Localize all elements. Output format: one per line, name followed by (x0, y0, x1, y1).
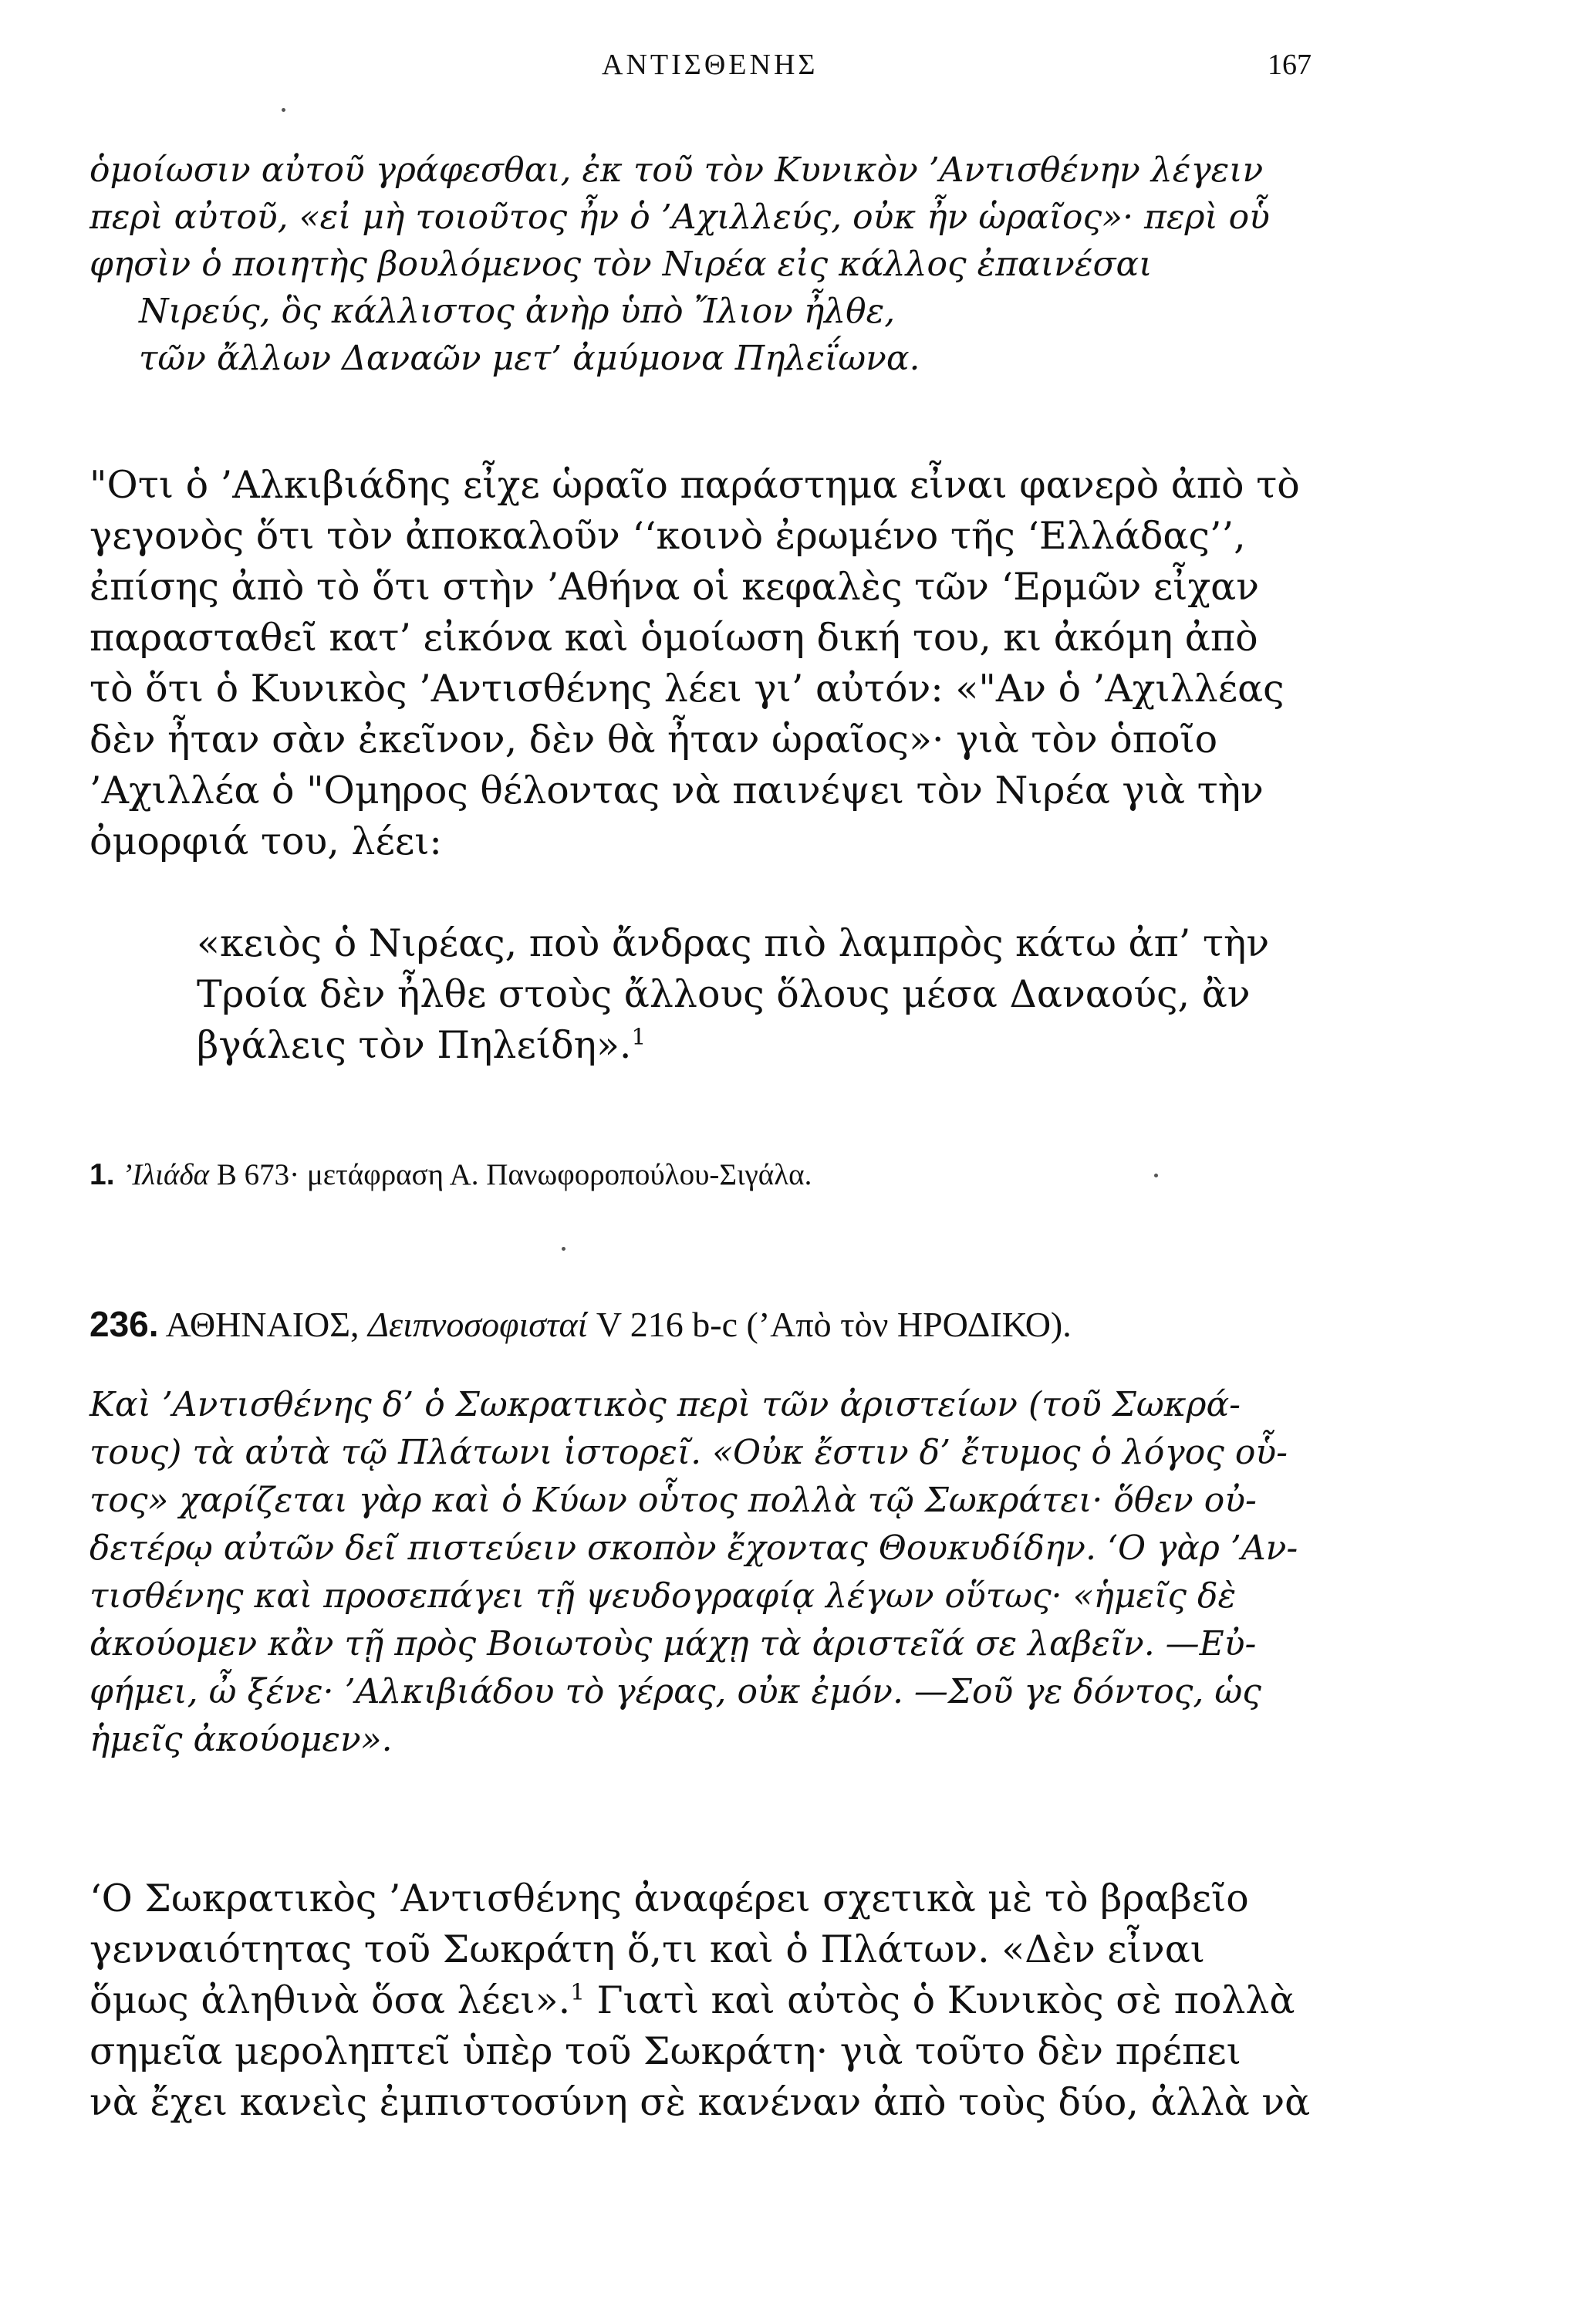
text-line: τισθένης καὶ προσεπάγει τῇ ψευδογραφίᾳ λέγων οὕτως· «ἡμεῖς δὲ (89, 1576, 1237, 1616)
text-line: ὀμορφιά του, λέει: (89, 819, 442, 863)
print-speck (1154, 1174, 1158, 1177)
section-author: ΑΘΗΝΑΙΟΣ, (165, 1305, 360, 1344)
text-line: φησὶν ὁ ποιητὴς βουλόμενος τὸν Νιρέα εἰς κάλλος ἐπαινέσαι (89, 245, 1153, 284)
greek-fragment (89, 1381, 1339, 1764)
text-line: ἡμεῖς ἀκούομεν». (89, 1720, 393, 1759)
footnote (89, 1156, 1339, 1194)
verse-line: τῶν ἄλλων Δαναῶν μετ’ ἀμύμονα Πηλεΐωνα. (139, 339, 920, 378)
section-number: 236. (89, 1304, 159, 1344)
text-line: τους) τὰ αὐτὰ τῷ Πλάτωνι ἱστορεῖ. «Οὐκ ἔστιν δ’ ἔτυμος ὁ λόγος οὗ- (89, 1433, 1288, 1472)
text-line: ’Αχιλλέα ὁ "Ομηρος θέλοντας νὰ παινέψει τὸν Νιρέα γιὰ τὴν (89, 768, 1264, 812)
text-line: δετέρῳ αὐτῶν δεῖ πιστεύειν σκοπὸν ἔχοντας Θουκυδίδην. ‘Ο γὰρ ’Αν- (89, 1529, 1298, 1568)
section-reference: V 216 b-c (’Απὸ τὸν ΗΡΟΔΙΚΟ). (596, 1305, 1072, 1344)
page-number: 167 (1268, 49, 1312, 81)
quote-text: βγάλεις τὸν Πηλείδη». (197, 1023, 632, 1067)
print-speck (562, 1247, 565, 1251)
text-line: σημεῖα μεροληπτεῖ ὑπὲρ τοῦ Σωκράτη· γιὰ τοῦτο δὲν πρέπει (89, 2029, 1241, 2073)
text-line: "Οτι ὁ ’Αλκιβιάδης εἶχε ὡραῖο παράστημα εἶναι φανερὸ ἀπὸ τὸ (89, 463, 1300, 507)
text-line: παρασταθεῖ κατ’ εἰκόνα καὶ ὁμοίωση δική του, κι ἀκόμη ἀπὸ (89, 616, 1258, 660)
text-line: ἐπίσης ἀπὸ τὸ ὅτι στὴν ’Αθήνα οἱ κεφαλὲς τῶν ‘Ερμῶν εἶχαν (89, 565, 1260, 609)
text-line: ὁμοίωσιν αὐτοῦ γράφεσθαι, ἐκ τοῦ τὸν Κυνικὸν ’Αντισθένην λέγειν (89, 150, 1264, 190)
text-line: ἀκούομεν κἂν τῇ πρὸς Βοιωτοὺς μάχῃ τὰ ἀριστεῖά σε λαβεῖν. —Εὐ- (89, 1624, 1257, 1664)
text-line (89, 1975, 1339, 2026)
text-line: νὰ ἔχει κανεὶς ἐμπιστοσύνη σὲ κανέναν ἀπὸ τοὺς δύο, ἀλλὰ νὰ (89, 2080, 1311, 2124)
text-line: ‘Ο Σωκρατικὸς ’Αντισθένης ἀναφέρει σχετικὰ μὲ τὸ βραβεῖο (89, 1876, 1249, 1920)
footnote-marker[interactable]: 1 (631, 1023, 647, 1050)
verse-line: Νιρεύς, ὃς κάλλιστος ἀνὴρ ὑπὸ Ἴλιον ἦλθε, (139, 292, 896, 331)
section-heading (89, 1301, 1339, 1348)
homer-quotation (197, 918, 1339, 1071)
quote-line: «κειὸς ὁ Νιρέας, ποὺ ἄνδρας πιὸ λαμπρὸς κάτω ἀπ’ τὴν (197, 921, 1270, 965)
text-line: φήμει, ὦ ξένε· ’Αλκιβιάδου τὸ γέρας, οὐκ ἐμόν. —Σοῦ γε δόντος, ὡς (89, 1672, 1261, 1711)
text-segment: ὅμως ἀληθινὰ ὅσα λέει». (89, 1978, 571, 2022)
text-line: γενναιότητας τοῦ Σωκράτη ὅ,τι καὶ ὁ Πλάτων. «Δὲν εἶναι (89, 1927, 1206, 1971)
greek-original-passage (89, 147, 1339, 382)
footnote-text: Β 673· μετάφραση Α. Πανωφοροπούλου-Σιγάλα. (216, 1158, 812, 1191)
text-line: τὸ ὅτι ὁ Κυνικὸς ’Αντισθένης λέει γι’ αὐτόν: «"Αν ὁ ’Αχιλλέας (89, 667, 1285, 711)
footnote-marker[interactable]: 1 (570, 1978, 585, 2005)
footnote-work-title: ’Ιλιάδα (122, 1158, 210, 1191)
translation-paragraph (89, 1873, 1339, 2128)
quote-line (197, 1020, 1339, 1071)
footnote-number: 1. (89, 1158, 115, 1191)
print-speck (282, 108, 285, 112)
section-work-title: Δειπνοσοφισταί (368, 1305, 588, 1344)
text-line: δὲν ἦταν σὰν ἐκεῖνον, δὲν θὰ ἦταν ὡραῖος»· γιὰ τὸν ὁποῖο (89, 718, 1218, 762)
quote-line: Τροία δὲν ἦλθε στοὺς ἄλλους ὅλους μέσα Δαναούς, ἂν (197, 972, 1251, 1016)
text-line: Καὶ ’Αντισθένης δ’ ὁ Σωκρατικὸς περὶ τῶν ἀριστείων (τοῦ Σωκρά- (89, 1385, 1241, 1424)
translation-paragraph (89, 460, 1339, 867)
text-line: τος» χαρίζεται γὰρ καὶ ὁ Κύων οὗτος πολλὰ τῷ Σωκράτει· ὅθεν οὐ- (89, 1481, 1257, 1520)
text-segment: Γιατὶ καὶ αὐτὸς ὁ Κυνικὸς σὲ πολλὰ (584, 1978, 1295, 2022)
running-head: ΑΝΤΙΣΘΕΝΗΣ (602, 49, 819, 81)
text-line: περὶ αὐτοῦ, «εἰ μὴ τοιοῦτος ἦν ὁ ’Αχιλλεύς, οὐκ ἦν ὡραῖος»· περὶ οὗ (89, 198, 1270, 237)
text-line: γεγονὸς ὅτι τὸν ἀποκαλοῦν ‘‘κοινὸ ἐρωμένο τῆς ‘Ελλάδας’’, (89, 514, 1246, 558)
